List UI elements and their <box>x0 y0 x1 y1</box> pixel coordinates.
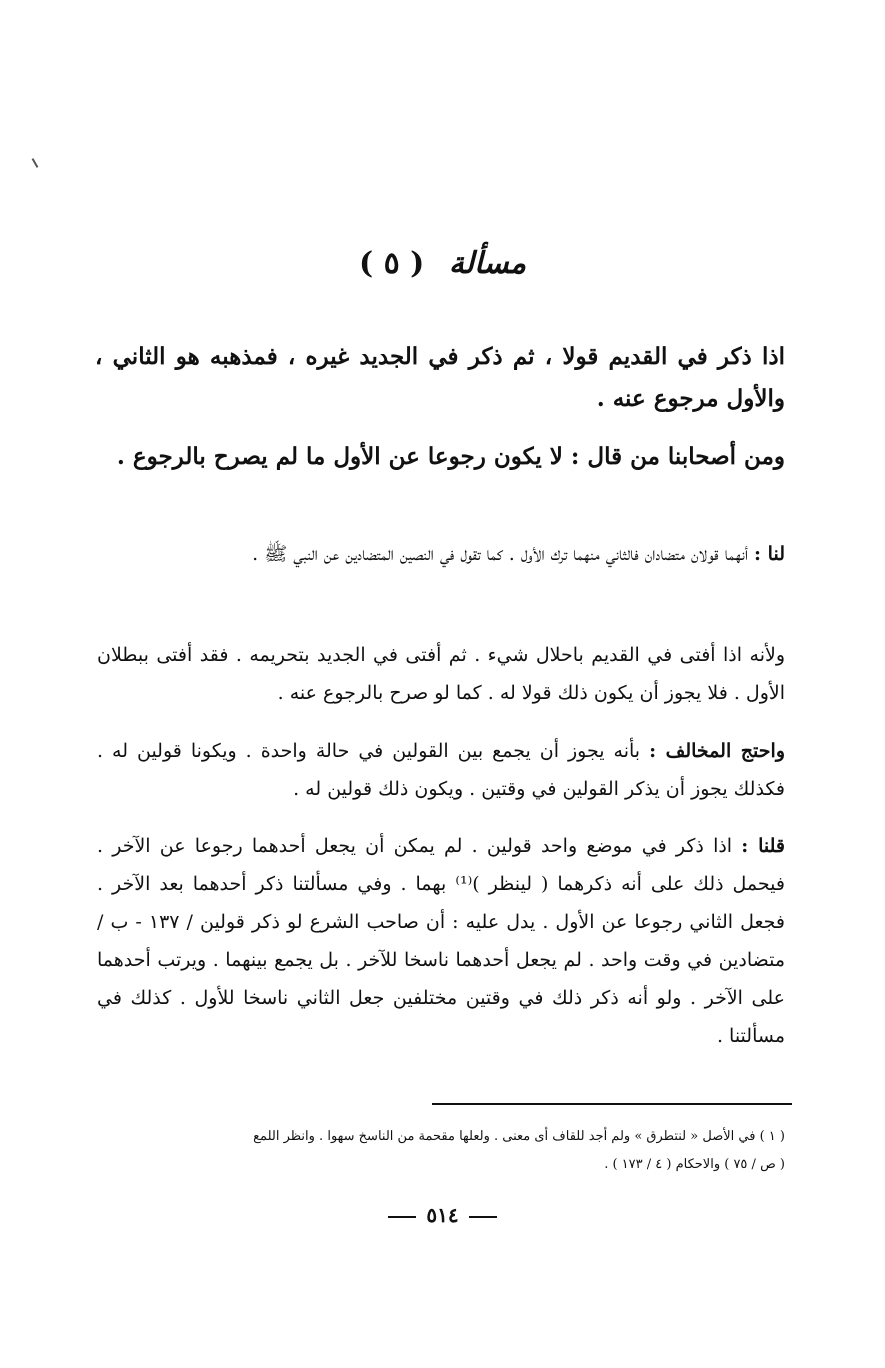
page-number-dash-right <box>388 1216 416 1218</box>
argument-paragraph <box>97 535 785 573</box>
opponent-text: بأنه يجوز أن يجمع بين القولين في حالة واحدة . ويكونا قولين له . فكذلك يجوز أن يذكر القولين في وقتين . ويكون ذلك قولين له . <box>97 740 785 800</box>
rebuttal-text: اذا ذكر في موضع واحد قولين . لم يمكن أن يجعل أحدهما رجوعا عن الآخر . فيحمل ذلك على أنه ذكرهما ( لينظر )⁽¹⁾ بهما . وفي مسألتنا ذكر أحدهما بعد الآخر . فجعل الثاني رجوعا عن الأول . يدل عليه : أن صاحب الشرع لو ذكر قولين / ١٣٧ - ب / متضادين في وقت واحد . لم يجعل أحدهما ناسخا للآخر . بل يجمع بينهما . ويرتب أحدهما على الآخر . ولو أنه ذكر ذلك في وقتين مختلفين جعل الثاني ناسخا للأول . كذلك في مسألتنا . <box>97 835 785 1047</box>
footnote-line-1: ( ١ ) في الأصل « لنتطرق » ولم أجد للقاف أى معنى . ولعلها مقحمة من الناسخ سهوا . وانظر اللمع <box>253 1129 785 1144</box>
rebuttal-lead: قلنا : <box>741 835 785 857</box>
heading-number: ( ٥ ) <box>358 246 425 281</box>
footnote-divider <box>432 1103 792 1105</box>
page-number <box>0 1203 885 1227</box>
opponent-paragraph <box>97 732 785 808</box>
argument-lead: لنا : <box>754 543 785 565</box>
issue-statement: اذا ذكر في القديم قولا ، ثم ذكر في الجديد غيره ، فمذهبه هو الثاني ، والأول مرجوع عنه . <box>95 343 785 412</box>
page-number-dash-left <box>469 1216 497 1218</box>
rebuttal-paragraph <box>97 827 785 1055</box>
page-number-value: ٥١٤ <box>426 1203 459 1227</box>
heading-word: مسألة <box>448 246 527 281</box>
argument-text: أنهما قولان متضادان فالثاني منهما ترك الأول . كما تقول في النصين المتضادين عن النبي ﷺ . <box>252 543 748 565</box>
footnote <box>97 1123 785 1179</box>
opponent-lead: واحتج المخالف : <box>649 740 785 762</box>
footnote-line-2: ( ص / ٧٥ ) والاحكام ( ٤ / ١٧٣ ) . <box>604 1157 785 1172</box>
second-argument-paragraph: ولأنه اذا أفتى في القديم باحلال شيء . ثم أفتى في الجديد بتحريمه . فقد أفتى ببطلان الأول . فلا يجوز أن يكون ذلك قولا له . كما لو صرح بالرجوع عنه . <box>97 644 785 704</box>
opposing-view: ومن أصحابنا من قال : لا يكون رجوعا عن الأول ما لم يصرح بالرجوع . <box>116 443 785 470</box>
issue-heading <box>0 246 885 281</box>
scan-speck <box>32 158 39 168</box>
